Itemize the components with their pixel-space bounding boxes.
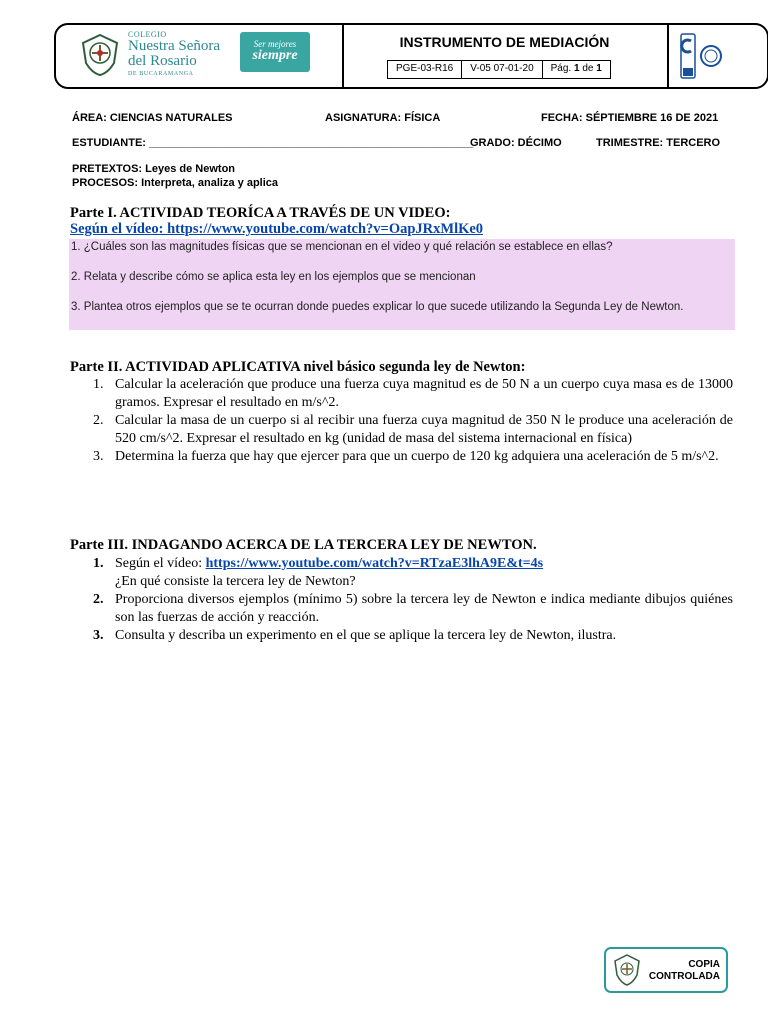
list-item — [93, 591, 733, 627]
item-text: Determina la fuerza que hay que ejercer para que un cuerpo de 120 kg adquiera una aceleración de 5 m/s^2. — [115, 449, 719, 464]
motto-badge — [240, 32, 310, 72]
item-number: 1. — [93, 377, 104, 392]
item-text: Proporciona diversos ejemplos (mínimo 5) sobre la tercera ley de Newton e indica mediante dibujos quiénes son las fuerzas de acción y reacción. — [115, 592, 733, 625]
school-logo-text — [128, 31, 220, 77]
controlled-copy-text — [649, 959, 720, 983]
item-text: Calcular la masa de un cuerpo si al recibir una fuerza cuya magnitud de 350 N le produce una aceleración de 520 cm/s^2. Expresar el resultado en kg (unidad de masa del sistema internacional en física) — [115, 413, 733, 446]
motto-line1: Ser mejores — [253, 39, 297, 49]
school-seal-icon — [80, 33, 120, 77]
item-number: 2. — [93, 592, 104, 607]
item-text: Consulta y describa un experimento en el que se aplique la tercera ley de Newton, ilustra. — [115, 628, 617, 643]
controlled-label: CONTROLADA — [648, 971, 720, 982]
controlled-copy-stamp — [604, 947, 728, 993]
item-text: Calcular la aceleración que produce una fuerza cuya magnitud es de 50 N a un cuerpo cuya masa es de 13000 gramos. Expresar el resultado en m/s^2. — [115, 377, 733, 410]
part3-list — [93, 555, 733, 645]
subject-field: ASIGNATURA: FÍSICA — [325, 112, 441, 124]
part1-questions-box — [69, 239, 735, 330]
part3-title: Parte III. INDAGANDO ACERCA DE LA TERCERA LEY DE NEWTON. — [70, 537, 537, 553]
school-seal-icon — [614, 954, 640, 986]
list-item — [93, 376, 733, 412]
video-prefix: Según el vídeo: — [115, 556, 206, 571]
school-city: DE BUCARAMANGA — [128, 71, 194, 77]
part1-question-3: 3. Plantea otros ejemplos que se te ocurran donde puedes explicar lo que sucede utilizando la Segunda Ley de Newton. — [71, 301, 684, 313]
page-prefix: Pág. — [550, 63, 572, 74]
document-title: INSTRUMENTO DE MEDIACIÓN — [399, 34, 610, 50]
item-number: 1. — [93, 556, 104, 571]
part1-question-2: 2. Relata y describe cómo se aplica esta ley en los ejemplos que se mencionan — [71, 271, 476, 283]
school-name-line1: Nuestra Señora — [128, 38, 221, 54]
part2-list — [93, 376, 733, 466]
page-of: de — [582, 63, 594, 74]
list-item — [93, 448, 733, 466]
list-item — [93, 555, 733, 591]
item-number: 3. — [93, 449, 104, 464]
area-field: ÁREA: CIENCIAS NATURALES — [72, 112, 233, 124]
part2-title: Parte II. ACTIVIDAD APLICATIVA nivel básico segunda ley de Newton: — [70, 359, 526, 375]
date-field: FECHA: SÉPTIEMBRE 16 DE 2021 — [541, 112, 719, 124]
part1-video-link[interactable]: Según el vídeo: https://www.youtube.com/watch?v=OapJRxMlKe0 — [70, 221, 484, 237]
school-name-line2: del Rosario — [128, 53, 197, 69]
term-field: TRIMESTRE: TERCERO — [596, 137, 721, 149]
part3-video-link[interactable]: https://www.youtube.com/watch?v=RTzaE3lhA9E&t=4s — [205, 556, 544, 571]
document-version: V-05 07-01-20 — [462, 61, 542, 78]
part1-question-1: 1. ¿Cuáles son las magnitudes físicas que se mencionan en el video y qué relación se establece en ellas? — [71, 241, 613, 253]
item-number: 2. — [93, 413, 104, 428]
processes-field: PROCESOS: Interpreta, analiza y aplica — [72, 177, 279, 189]
page-indicator — [543, 61, 610, 78]
grade-field: GRADO: DÉCIMO — [470, 137, 562, 149]
student-field: ESTUDIANTE: _____________________________________________________ — [72, 137, 474, 149]
page-total: 1 — [596, 63, 602, 74]
item-number: 3. — [93, 628, 104, 643]
school-prefix: COLEGIO — [128, 30, 167, 39]
page-number: 1 — [574, 63, 580, 74]
motto-line2: siempre — [252, 48, 298, 63]
header-divider-right — [667, 25, 669, 87]
list-item — [93, 412, 733, 448]
copy-label: COPIA — [688, 959, 720, 970]
part1-title: Parte I. ACTIVIDAD TEORÍCA A TRAVÉS DE UN VIDEO: — [70, 205, 451, 221]
item-question: ¿En qué consiste la tercera ley de Newton? — [115, 574, 356, 589]
document-header — [54, 23, 768, 89]
document-code: PGE-03-R16 — [388, 61, 462, 78]
document-code-row — [387, 60, 611, 79]
certification-seal-icon — [679, 32, 723, 80]
list-item — [93, 627, 733, 645]
pretexts-field: PRETEXTOS: Leyes de Newton — [72, 163, 236, 175]
